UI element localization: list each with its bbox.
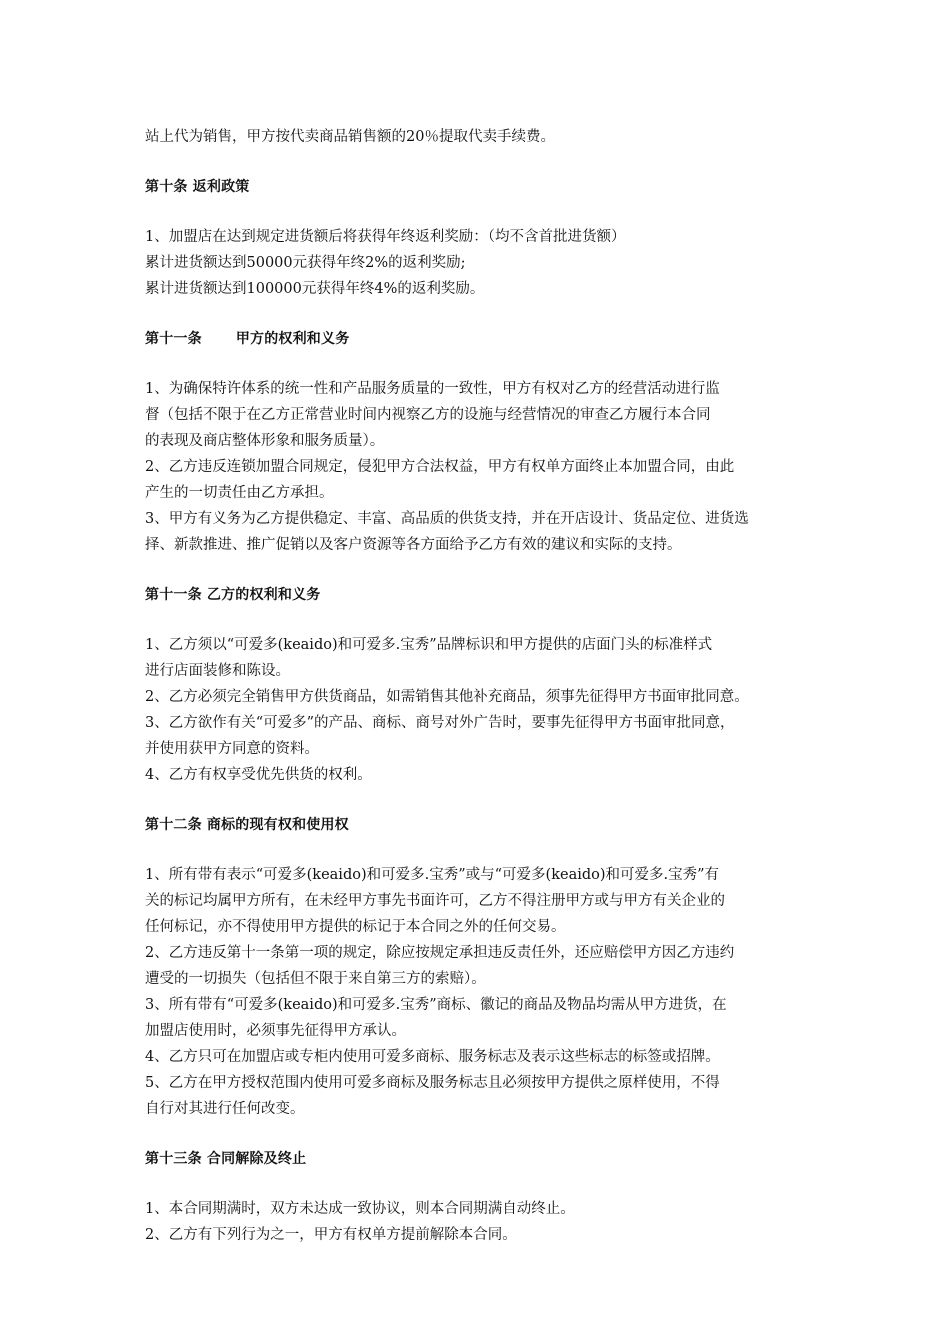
- paragraph-line: 择、新款推进、推广促销以及客户资源等各方面给予乙方有效的建议和实际的支持。: [145, 537, 682, 553]
- paragraph-gap: [145, 352, 825, 376]
- paragraph-line: 5、乙方在甲方授权范围内使用可爱多商标及服务标志且必须按甲方提供之原样使用，不得: [145, 1075, 720, 1091]
- paragraph-line: 1、本合同期满时，双方未达成一致协议，则本合同期满自动终止。: [145, 1201, 575, 1217]
- paragraph-line: 加盟店使用时，必须事先征得甲方承认。: [145, 1023, 406, 1039]
- section-heading-article-11-party-b: 第十一条 乙方的权利和义务: [145, 587, 321, 603]
- paragraph-line: 累计进货额达到100000元获得年终4%的返利奖励。: [145, 281, 485, 297]
- paragraph-line: 的表现及商店整体形象和服务质量）。: [145, 433, 385, 449]
- paragraph-gap: [145, 150, 825, 174]
- paragraph-line: 产生的一切责任由乙方承担。: [145, 485, 334, 501]
- paragraph-line: 3、乙方欲作有关“可爱多”的产品、商标、商号对外广告时，要事先征得甲方书面审批同意，: [145, 715, 735, 731]
- paragraph-gap: [145, 302, 825, 326]
- paragraph-gap: [145, 1172, 825, 1196]
- paragraph-gap: [145, 788, 825, 812]
- heading-article-number: 第十一条: [145, 331, 202, 347]
- paragraph-line: 1、为确保特许体系的统一性和产品服务质量的一致性，甲方有权对乙方的经营活动进行监: [145, 381, 720, 397]
- paragraph-line: 2、乙方违反第十一条第一项的规定，除应按规定承担违反责任外，还应赔偿甲方因乙方违约: [145, 945, 735, 961]
- paragraph-line: 任何标记，亦不得使用甲方提供的标记于本合同之外的任何交易。: [145, 919, 566, 935]
- paragraph-line: 1、所有带有表示“可爱多(keaido)和可爱多.宝秀”或与“可爱多(keaido)和可爱多.宝秀”有: [145, 867, 720, 883]
- document-body: [145, 124, 825, 1248]
- paragraph-gap: [145, 608, 825, 632]
- paragraph-gap: [145, 558, 825, 582]
- paragraph-line: 3、甲方有义务为乙方提供稳定、丰富、高品质的供货支持，并在开店设计、货品定位、进货选: [145, 511, 749, 527]
- paragraph-line: 进行店面装修和陈设。: [145, 663, 290, 679]
- paragraph-line: 2、乙方有下列行为之一，甲方有权单方提前解除本合同。: [145, 1227, 517, 1243]
- paragraph-line: 关的标记均属甲方所有，在未经甲方事先书面许可，乙方不得注册甲方或与甲方有关企业的: [145, 893, 725, 909]
- paragraph-line: 4、乙方有权享受优先供货的权利。: [145, 767, 372, 783]
- paragraph-line: 督（包括不限于在乙方正常营业时间内视察乙方的设施与经营情况的审查乙方履行本合同: [145, 407, 711, 423]
- paragraph-line: 站上代为销售，甲方按代卖商品销售额的20％提取代卖手续费。: [145, 129, 555, 145]
- paragraph-line: 累计进货额达到50000元获得年终2%的返利奖励;: [145, 255, 466, 271]
- paragraph-line: 4、乙方只可在加盟店或专柜内使用可爱多商标、服务标志及表示这些标志的标签或招牌。: [145, 1049, 720, 1065]
- paragraph-gap: [145, 838, 825, 862]
- paragraph-line: 自行对其进行任何改变。: [145, 1101, 305, 1117]
- paragraph-line: 1、加盟店在达到规定进货额后将获得年终返利奖励：（均不含首批进货额）: [145, 229, 626, 245]
- paragraph-line: 2、乙方违反连锁加盟合同规定，侵犯甲方合法权益，甲方有权单方面终止本加盟合同，由此: [145, 459, 735, 475]
- section-heading-article-11-party-a: [145, 326, 825, 352]
- section-heading-article-10: 第十条 返利政策: [145, 179, 250, 195]
- heading-title: 甲方的权利和义务: [235, 331, 350, 347]
- paragraph-line: 并使用获甲方同意的资料。: [145, 741, 319, 757]
- section-heading-article-12: 第十二条 商标的现有权和使用权: [145, 817, 349, 833]
- paragraph-gap: [145, 200, 825, 224]
- paragraph-line: 2、乙方必须完全销售甲方供货商品，如需销售其他补充商品，须事先征得甲方书面审批同意。: [145, 689, 749, 705]
- paragraph-line: 1、乙方须以“可爱多(keaido)和可爱多.宝秀”品牌标识和甲方提供的店面门头的标准样式: [145, 637, 713, 653]
- section-heading-article-13: 第十三条 合同解除及终止: [145, 1151, 307, 1167]
- paragraph-line: 3、所有带有“可爱多(keaido)和可爱多.宝秀”商标、徽记的商品及物品均需从甲方进货，在: [145, 997, 727, 1013]
- paragraph-gap: [145, 1122, 825, 1146]
- paragraph-line: 遭受的一切损失（包括但不限于来自第三方的索赔）。: [145, 971, 486, 987]
